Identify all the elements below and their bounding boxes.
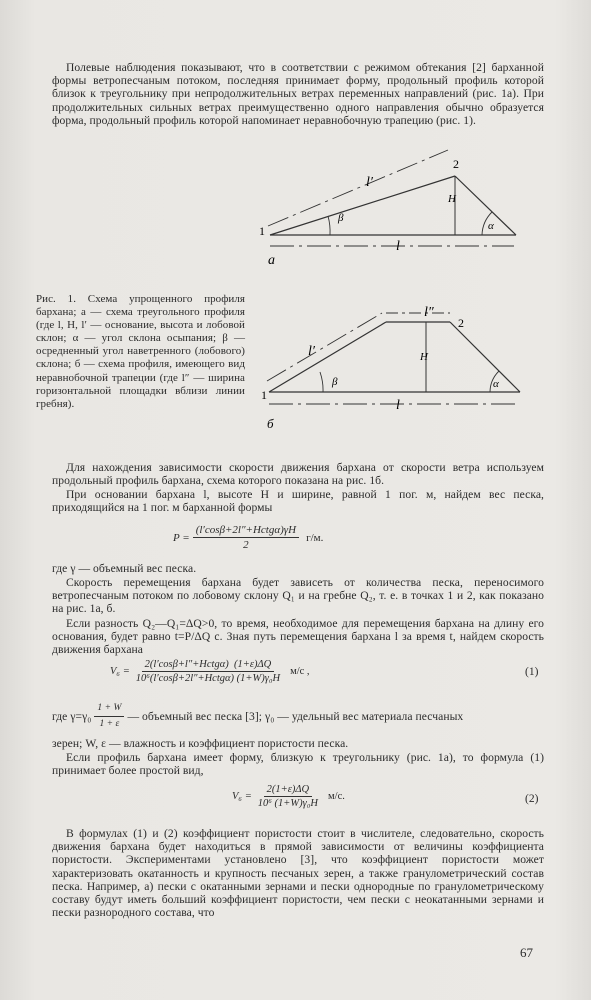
label-base-l: l bbox=[396, 239, 400, 254]
paragraph-weight: При основании бархана l, высоте H и ширине, равной 1 пог. м, найдем вес песка, приходящийся на 1 пог. м барханной формы bbox=[52, 488, 544, 515]
label-beta-b: β bbox=[332, 376, 338, 388]
trapezoid-windward-slope bbox=[269, 322, 386, 392]
formula-2-fraction bbox=[255, 784, 321, 809]
label-vertex-2-b: 2 bbox=[458, 316, 464, 330]
paragraph-time: Если разность Q₂—Q₁=ΔQ>0, то время, необходимое для перемещения бархана на длину его основания, будет равно t=P/ΔQ c. Зная путь перемещения бархана l за время t, найдем скорость движения бархана bbox=[52, 617, 545, 657]
label-beta: β bbox=[338, 212, 344, 224]
formula-1-fraction bbox=[133, 659, 283, 684]
paragraph-speed: Скорость перемещения бархана будет зависеть от количества песка, переносимого ветропесчаным потоком по лобовому склону Q₁ и на гребне Q₂, т. е. в точках 1 и 2, как показано на рис. 1а, б. bbox=[52, 576, 544, 616]
formula-1-denominator: 10⁶(l′cosβ+2l″+Hctgα) (1+W)γ₀H bbox=[135, 673, 281, 684]
paragraph-conclusion: В формулах (1) и (2) коэффициент пористости стоит в числителе, следовательно, скорость движения бархана будет находиться в прямой зависимости от величины коэффициента пористости. Экспериментами установлено [3], что коэффициент пористости может характеризовать окатанность и крупность песчаных зерен, а также гранулометрический состав песка. Например, а) пески с окатанными зернами и пески однородные по гранулометрическому составу будут иметь больший коэффициент пористости, чем пески с неокатанными зернами и пески разнородного состава, что bbox=[52, 827, 544, 920]
label-figure-a: а bbox=[268, 253, 275, 268]
label-height-H-b: H bbox=[420, 351, 428, 363]
formula-1 bbox=[110, 659, 310, 684]
label-figure-b: б bbox=[267, 416, 274, 431]
beta-arc bbox=[328, 216, 330, 235]
equation-number-1: (1) bbox=[525, 666, 539, 678]
label-l-prime: l′ bbox=[366, 175, 373, 190]
figure-1a bbox=[250, 148, 540, 270]
formula-2-numerator: 2(1+ε)ΔQ bbox=[264, 784, 312, 797]
paragraph-method: Для нахождения зависимости скорости движения бархана от скорости ветра используем продольный профиль бархана, схема которого показана на рис. 1б. bbox=[52, 461, 544, 488]
triangle-lee-slope bbox=[455, 176, 516, 235]
paragraph-porosity-def: зерен; W, ε — влажность и коэффициент пористости песка. bbox=[52, 737, 349, 750]
formula-weight-fraction bbox=[193, 524, 299, 551]
slope-dimension-line-b bbox=[267, 313, 382, 381]
trapezoid-lee-slope bbox=[450, 322, 520, 392]
formula-2-denominator: 10⁶ (1+W)γ₀H bbox=[257, 798, 319, 809]
paragraph-gamma-def: где γ — объемный вес песка. bbox=[52, 562, 197, 575]
formula-weight-denominator: 2 bbox=[243, 539, 249, 551]
label-height-H: H bbox=[448, 193, 456, 205]
beta-arc-b bbox=[320, 372, 323, 392]
paragraph-gamma-formula: где γ=γ₀ $\frac{1 + W}{1 + \varepsilon}$ — объемный вес песка [3]; γ₀ — удельный вес материала песчаных bbox=[52, 702, 544, 731]
label-alpha: α bbox=[488, 220, 494, 232]
label-vertex-2: 2 bbox=[453, 157, 459, 171]
formula-weight bbox=[173, 524, 323, 551]
formula-1-unit: м/с , bbox=[290, 666, 310, 677]
equation-number-2: (2) bbox=[525, 793, 539, 805]
label-l-double-prime: l″ bbox=[424, 305, 434, 320]
formula-1-numerator: 2(l′cosβ+l″+Hctgα) (1+ε)ΔQ bbox=[142, 659, 275, 672]
label-base-l-b: l bbox=[396, 398, 400, 413]
slope-dimension-line bbox=[268, 150, 448, 226]
label-l-prime-b: l′ bbox=[308, 344, 315, 359]
gamma-fraction: $\frac{1 + W}{1 + \varepsilon}$ bbox=[94, 702, 124, 731]
formula-weight-lhs: P = bbox=[173, 531, 190, 544]
page-number: 67 bbox=[520, 945, 533, 960]
paragraph-triangle: Если профиль бархана имеет форму, близкую к треугольнику (рис. 1а), то формула (1) принимает более простой вид, bbox=[52, 751, 544, 778]
label-alpha-b: α bbox=[493, 378, 499, 390]
triangle-windward-slope bbox=[270, 176, 455, 235]
label-point-1: 1 bbox=[259, 224, 265, 238]
formula-2-unit: м/с. bbox=[328, 791, 345, 802]
formula-weight-numerator: (l′cosβ+2l″+Hctgα)γH bbox=[193, 524, 299, 538]
formula-2 bbox=[232, 784, 345, 809]
label-point-1-b: 1 bbox=[261, 388, 267, 402]
paragraph-intro: Полевые наблюдения показывают, что в соответствии с режимом обтекания [2] барханной формы ветропесчаным потоком, последняя принимает форму, продольный профиль которой близок к треугольнику при непродолжительных ветрах переменных направлений (рис. 1а). При продолжительных сильных ветрах преимущественно одного направления обычно образуется форма, продольный профиль которой напоминает неравнобочную трапецию (рис. 1). bbox=[52, 61, 544, 127]
formula-1-lhs: V₆ = bbox=[110, 666, 130, 677]
formula-weight-unit: г/м. bbox=[306, 531, 324, 544]
formula-2-lhs: V₆ = bbox=[232, 791, 252, 802]
figure-caption: Рис. 1. Схема упрощенного профиля бархана; а — схема треугольного профиля (где l, H, l′ — основание, высота и лобовой склон; α — угол склона осыпания; β — осредненный угол наветренного (лобового) склона; б — схема профиля, имеющего вид неравнобочной трапеции (где l″ — ширина горизонтальной площадки вблизи линии гребня). bbox=[36, 293, 245, 410]
figure-1b bbox=[250, 296, 540, 436]
